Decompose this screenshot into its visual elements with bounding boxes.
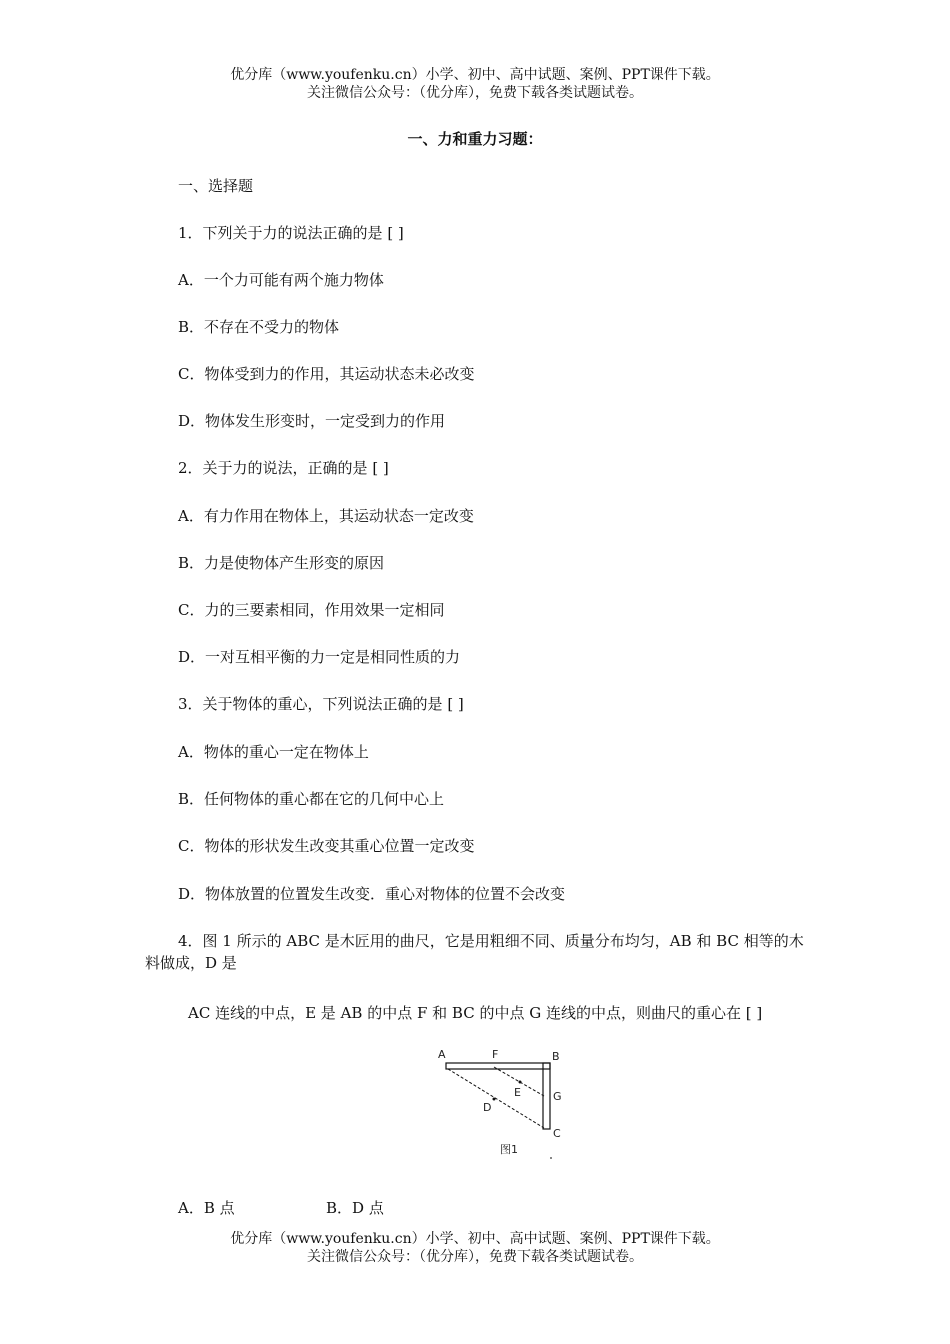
q1-option-b: B．不存在不受力的物体 <box>178 318 340 336</box>
arm-ab <box>446 1063 550 1069</box>
q1-option-a: A．一个力可能有两个施力物体 <box>178 271 384 289</box>
figure-caption: 图1 <box>500 1143 518 1156</box>
q3-option-c: C．物体的形状发生改变其重心位置一定改变 <box>178 837 475 855</box>
q2-stem: 2．关于力的说法，正确的是 [ ] <box>178 459 389 477</box>
q4-options <box>178 1197 578 1218</box>
label-d: D <box>483 1101 492 1114</box>
label-f: F <box>492 1048 499 1061</box>
header-line-2: 关注微信公众号：（优分库），免费下载各类试题试卷。 <box>307 85 643 101</box>
carpenter-square-figure <box>432 1042 572 1164</box>
q4-option-a: A．B 点 <box>178 1199 235 1217</box>
label-c: C <box>553 1127 561 1140</box>
q2-option-c: C．力的三要素相同，作用效果一定相同 <box>178 601 445 619</box>
q2-option-d: D．一对互相平衡的力一定是相同性质的力 <box>178 648 461 666</box>
label-a: A <box>438 1048 446 1061</box>
page-title: 一、力和重力习题： <box>407 130 543 148</box>
q4-stem-continuation: AC 连线的中点，E 是 AB 的中点 F 和 BC 的中点 G 连线的中点，则曲尺的重心在 [ ] <box>188 1004 763 1022</box>
q4-stem: 4．图 1 所示的 ABC 是木匠用的曲尺，它是用粗细不同、质量分布均匀，AB 和 BC 相等的木料做成，D 是 <box>145 932 804 972</box>
q3-option-a: A．物体的重心一定在物体上 <box>178 743 369 761</box>
label-b: B <box>552 1050 560 1063</box>
q2-option-b: B．力是使物体产生形变的原因 <box>178 554 385 572</box>
q2-option-a: A．有力作用在物体上，其运动状态一定改变 <box>178 507 474 525</box>
footer-line-2: 关注微信公众号：（优分库），免费下载各类试题试卷。 <box>307 1249 643 1265</box>
q4-option-b: B．D 点 <box>326 1199 384 1217</box>
point-d <box>493 1098 496 1101</box>
q1-stem: 1．下列关于力的说法正确的是 [ ] <box>178 224 404 242</box>
label-e: E <box>514 1086 521 1099</box>
q3-option-d: D．物体放置的位置发生改变．重心对物体的位置不会改变 <box>178 885 566 903</box>
line-ac <box>448 1069 544 1128</box>
arm-bc <box>543 1063 550 1129</box>
q3-option-b: B．任何物体的重心都在它的几何中心上 <box>178 790 445 808</box>
q3-stem: 3．关于物体的重心，下列说法正确的是 [ ] <box>178 695 464 713</box>
page-footer <box>0 1230 950 1266</box>
q1-option-c: C．物体受到力的作用，其运动状态未必改变 <box>178 365 475 383</box>
q1-option-d: D．物体发生形变时，一定受到力的作用 <box>178 412 446 430</box>
point-e <box>519 1081 522 1084</box>
page-header <box>0 66 950 102</box>
section-heading: 一、选择题 <box>178 177 254 195</box>
label-g: G <box>553 1090 562 1103</box>
footer-line-1: 优分库（www.youfenku.cn）小学、初中、高中试题、案例、PPT课件下载。 <box>230 1231 720 1247</box>
figure-dot <box>550 1157 552 1159</box>
header-line-1: 优分库（www.youfenku.cn）小学、初中、高中试题、案例、PPT课件下载。 <box>230 67 720 83</box>
